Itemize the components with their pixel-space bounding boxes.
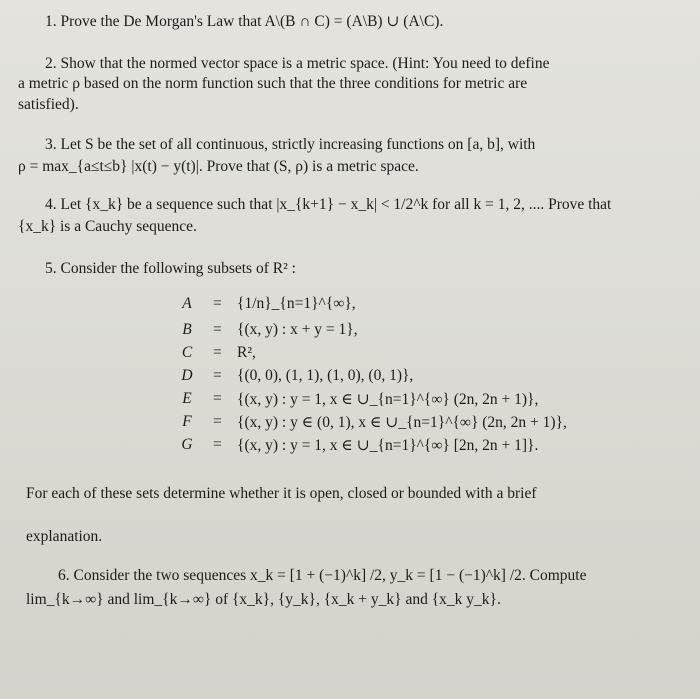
problem-6-line-2: [26, 591, 501, 609]
problem-3-line-2: [18, 158, 419, 176]
set-definition: {(x, y) : y = 1, x ∈ ∪_{n=1}^{∞} (2n, 2n + 1)},: [237, 391, 539, 408]
problem-1-text: Prove the De Morgan's Law that A\(B ∩ C) = (A\B) ∪ (A\C).: [60, 13, 444, 30]
set-definition: {(x, y) : y ∈ (0, 1), x ∈ ∪_{n=1}^{∞} (2n, 2n + 1)},: [237, 414, 567, 431]
set-name: A: [182, 295, 192, 312]
problem-4-line-1: [45, 196, 611, 214]
problem-2-text-line-3: satisfied).: [18, 96, 79, 113]
problem-6-text-line-2: lim_{k→∞} and lim_{k→∞} of {x_k}, {y_k}, {x_k + y_k} and {x_k y_k}.: [26, 591, 501, 608]
problem-3-text-line-1: Let S be the set of all continuous, strictly increasing functions on [a, b], with: [60, 136, 536, 153]
set-name: C: [181, 344, 193, 361]
problem-5-intro: [45, 260, 296, 278]
set-definition: {1/n}_{n=1}^{∞},: [237, 295, 356, 312]
problem-2-number: 2.: [45, 55, 57, 72]
set-name: F: [182, 413, 192, 430]
set-name: B: [182, 321, 192, 338]
set-equals: =: [213, 390, 222, 407]
problem-4-text-line-2: {x_k} is a Cauchy sequence.: [18, 218, 197, 235]
problem-1-number: 1.: [45, 13, 57, 30]
problem-2-text-line-1: Show that the normed vector space is a metric space. (Hint: You need to define: [60, 55, 550, 72]
problem-3-line-1: [45, 136, 535, 154]
problem-3-text-line-2: ρ = max_{a≤t≤b} |x(t) − y(t)|. Prove that (S, ρ) is a metric space.: [18, 158, 419, 175]
set-definition: {(x, y) : y = 1, x ∈ ∪_{n=1}^{∞} [2n, 2n + 1]}.: [237, 437, 539, 454]
problem-5-number: 5.: [45, 260, 57, 277]
set-definition: {(0, 0), (1, 1), (1, 0), (0, 1)},: [237, 367, 414, 384]
set-name: D: [181, 367, 193, 384]
set-equals: =: [213, 367, 222, 384]
problem-2-text-line-2: a metric ρ based on the norm function such that the three conditions for metric are: [18, 75, 528, 92]
problem-5-followup-text-1: For each of these sets determine whether it is open, closed or bounded with a brief: [26, 485, 537, 502]
set-equals: =: [213, 321, 222, 338]
problem-6-text-line-1: Consider the two sequences x_k = [1 + (−1)^k] /2, y_k = [1 − (−1)^k] /2. Compute: [73, 567, 587, 584]
set-equals: =: [213, 413, 222, 430]
problem-1: [45, 12, 443, 31]
set-equals: =: [213, 344, 222, 361]
problem-5-followup-line-1: [26, 485, 537, 503]
problem-4-line-2: [18, 218, 197, 236]
set-definition: R²,: [237, 344, 256, 361]
problem-5-intro-text: Consider the following subsets of R² :: [60, 260, 296, 277]
set-name: E: [182, 390, 192, 407]
set-definition: {(x, y) : x + y = 1},: [237, 321, 358, 338]
problem-3-number: 3.: [45, 136, 57, 153]
set-equals: =: [213, 436, 222, 453]
set-equals: =: [213, 295, 222, 312]
problem-2-line-2: [18, 75, 527, 93]
problem-6-number: 6.: [58, 567, 70, 584]
problem-5-followup-text-2: explanation.: [26, 528, 103, 545]
problem-4-number: 4.: [45, 196, 57, 213]
problem-5-followup-line-2: [26, 528, 102, 546]
problem-4-text-line-1: Let {x_k} be a sequence such that |x_{k+1} − x_k| < 1/2^k for all k = 1, 2, .... Prove that: [60, 196, 612, 213]
problem-2-line-1: [45, 55, 549, 73]
problem-6-line-1: [58, 567, 586, 585]
set-name: G: [181, 436, 193, 453]
problem-2-line-3: [18, 96, 79, 114]
